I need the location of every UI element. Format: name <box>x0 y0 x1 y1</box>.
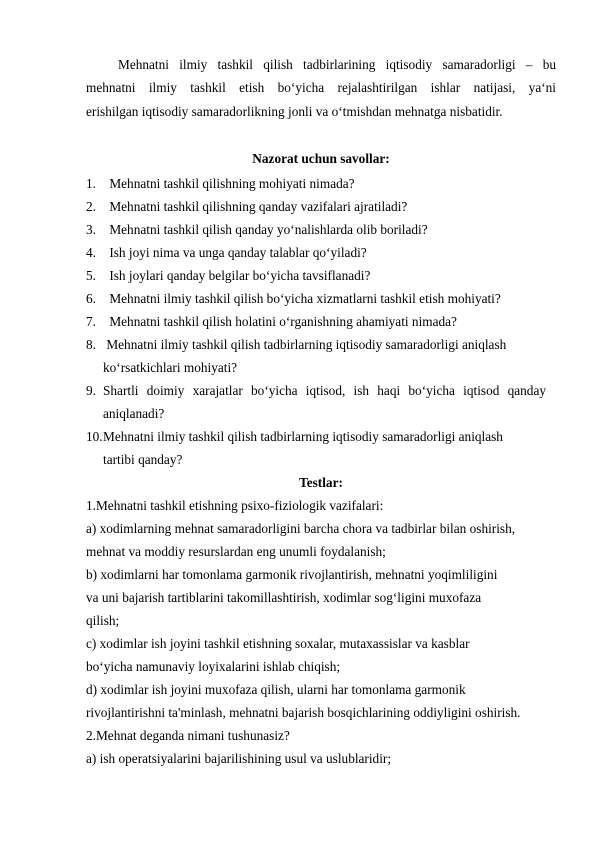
test-line: qilish; <box>86 613 120 628</box>
question-number: 2. <box>86 199 96 214</box>
tests-heading: Testlar: <box>299 475 343 490</box>
question-item <box>86 314 556 330</box>
question-item <box>86 176 556 192</box>
question-continuation: aniqlanadi? <box>103 406 165 421</box>
question-item <box>86 222 556 238</box>
question-number: 10. <box>86 429 103 444</box>
question-continuation: ko‘rsatkichlari mohiyati? <box>103 360 238 375</box>
test-line: va uni bajarish tartiblarini takomillashtirish, xodimlar sog‘ligini muxofaza <box>86 590 482 605</box>
question-text: Shartli doimiy xarajatlar bo‘yicha iqtisod, ish haqi bo‘yicha iqtisod qanday <box>103 383 546 398</box>
question-number: 3. <box>86 222 96 237</box>
question-item <box>86 337 556 353</box>
question-text: Mehnatni tashkil qilishning qanday vazifalari ajratiladi? <box>109 199 408 214</box>
test-line: a) xodimlarning mehnat samaradorligini barcha chora va tadbirlar bilan oshirish, <box>86 521 516 536</box>
test-line: b) xodimlarni har tomonlama garmonik rivojlantirish, mehnatni yoqimliligini <box>86 567 498 582</box>
test-line: d) xodimlar ish joyini muxofaza qilish, ularni har tomonlama garmonik <box>86 682 466 697</box>
question-number: 4. <box>86 245 96 260</box>
question-number: 1. <box>86 176 96 191</box>
intro-line-3: erishilgan iqtisodiy samaradorlikning jonli va o‘tmishdan mehnatga nisbatidir. <box>86 104 503 119</box>
question-continuation: tartibi qanday? <box>103 452 183 467</box>
question-text: Mehnatni ilmiy tashkil qilish tadbirlarning iqtisodiy samaradorligi aniqlash <box>106 337 507 352</box>
question-item <box>86 245 556 261</box>
question-text: Mehnatni ilmiy tashkil qilish tadbirlarning iqtisodiy samaradorligi aniqlash <box>103 429 503 444</box>
question-item <box>86 383 546 399</box>
intro-line-1: Mehnatni ilmiy tashkil qilish tadbirlarining iqtisodiy samaradorligi – bu <box>118 57 556 72</box>
test-line: a) ish operatsiyalarini bajarilishining usul va uslublaridir; <box>86 751 392 766</box>
question-number: 7. <box>86 314 96 329</box>
question-text: Mehnatni tashkil qilish holatini o‘rganishning ahamiyati nimada? <box>109 314 457 329</box>
question-item <box>86 429 556 445</box>
question-text: Ish joyi nima va unga qanday talablar qo‘yiladi? <box>109 245 367 260</box>
question-number: 8. <box>86 337 96 352</box>
question-number: 9. <box>86 383 96 398</box>
test-line: 2.Mehnat deganda nimani tushunasiz? <box>86 728 290 743</box>
test-line: mehnat va moddiy resurslardan eng unumli foydalanish; <box>86 544 386 559</box>
question-number: 5. <box>86 268 96 283</box>
test-line: bo‘yicha namunaviy loyixalarini ishlab chiqish; <box>86 659 341 674</box>
test-line: 1.Mehnatni tashkil etishning psixo-fiziologik vazifalari: <box>86 498 384 513</box>
question-text: Mehnatni tashkil qilish qanday yo‘nalishlarda olib boriladi? <box>109 222 428 237</box>
question-item <box>86 291 556 307</box>
test-line: c) xodimlar ish joyini tashkil etishning soxalar, mutaxassislar va kasblar <box>86 636 470 651</box>
intro-line-2: mehnatni ilmiy tashkil etish bo‘yicha rejalashtirilgan ishlar natijasi, ya‘ni <box>86 80 556 95</box>
questions-heading: Nazorat uchun savollar: <box>252 151 390 166</box>
question-text: Ish joylari qanday belgilar bo‘yicha tavsiflanadi? <box>109 268 371 283</box>
question-number: 6. <box>86 291 96 306</box>
question-item <box>86 268 556 284</box>
question-item <box>86 199 556 215</box>
question-text: Mehnatni ilmiy tashkil qilish bo‘yicha xizmatlarni tashkil etish mohiyati? <box>109 291 501 306</box>
test-line: rivojlantirishni ta'minlash, mehnatni bajarish bosqichlarining oddiyligini oshirish. <box>86 705 521 720</box>
question-text: Mehnatni tashkil qilishning mohiyati nimada? <box>109 176 355 191</box>
